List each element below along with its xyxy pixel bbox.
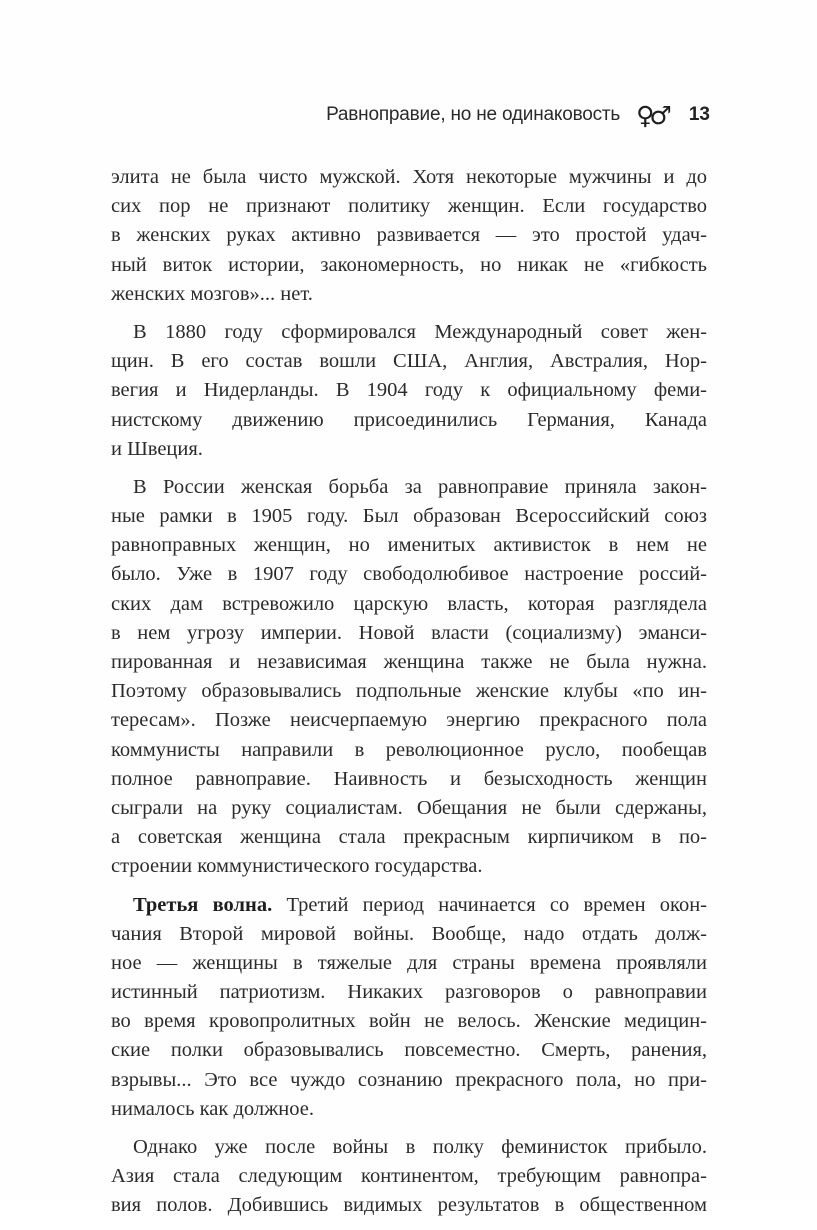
paragraph-2 xyxy=(111,318,707,464)
text-line: ное — женщины в тяжелые для страны времена проявляли xyxy=(111,951,707,974)
text-line: ские полки образовывались повсеместно. Смерть, ранения, xyxy=(111,1039,707,1062)
text-line: пированная и независимая женщина также не была нужна. xyxy=(111,651,707,673)
text-line: нималось как должное. xyxy=(111,1097,314,1120)
text-line: строении коммунистического государства. xyxy=(111,855,483,878)
female-male-symbols-icon: ♀♂ xyxy=(636,100,667,130)
text-line: чания Второй мировой войны. Вообще, надо отдать долж- xyxy=(111,922,707,945)
text-line: в нем угрозу империи. Новой власти (социализму) эманси- xyxy=(111,621,707,644)
text-line: сих пор не признают политику женщин. Если государство xyxy=(111,195,707,218)
chapter-title: Равноправие, но не одинаковость xyxy=(326,104,621,125)
paragraph-3 xyxy=(111,473,707,882)
body-text xyxy=(111,163,707,1230)
text-line: истинный патриотизм. Никаких разговоров о равноправии xyxy=(111,981,707,1004)
text-line: женских мозгов»... нет. xyxy=(111,282,313,305)
text-line: элита не была чисто мужской. Хотя некоторые мужчины и до xyxy=(111,166,707,188)
text-line xyxy=(111,891,707,920)
text-line: вия полов. Добившись видимых результатов в общественном xyxy=(111,1194,707,1217)
paragraph-5 xyxy=(111,1133,707,1221)
text-line: ный виток истории, закономерность, но никак не «гибкость xyxy=(111,253,707,276)
text-line: равноправных женщин, но именитых активисток в нем не xyxy=(111,534,707,557)
text-line: ских дам встревожило царскую власть, которая разглядела xyxy=(111,592,707,615)
text-line: Поэтому образовывались подпольные женские клубы «по ин- xyxy=(111,680,707,703)
paragraph-1 xyxy=(111,163,707,309)
text-line: полное равноправие. Наивность и безысходность женщин xyxy=(111,767,707,790)
text-line: было. Уже в 1907 году свободолюбивое настроение россий- xyxy=(111,563,707,586)
section-lead-bold: Третья волна. xyxy=(133,893,273,916)
text-line: взрывы... Это все чуждо сознанию прекрасного пола, но при- xyxy=(111,1068,707,1091)
text-line: в женских руках активно развивается — это простой удач- xyxy=(111,224,707,247)
text-line-rest: Третий период начинается со времен окон- xyxy=(272,893,707,916)
text-line: тересам». Позже неисчерпаемую энергию прекрасного пола xyxy=(111,709,707,732)
text-line: В России женская борьба за равноправие приняла закон- xyxy=(133,475,707,498)
paragraph-4 xyxy=(111,891,707,1125)
running-head xyxy=(300,98,710,132)
text-line: и Швеция. xyxy=(111,437,203,460)
text-line: Азия стала следующим континентом, требующим равнопра- xyxy=(111,1165,707,1188)
text-line: щин. В его состав вошли США, Англия, Австралия, Нор- xyxy=(111,350,707,373)
text-line: сыграли на руку социалистам. Обещания не были сдержаны, xyxy=(111,796,707,819)
text-line: коммунисты направили в революционное русло, пообещав xyxy=(111,738,707,761)
text-line: во время кровопролитных войн не велось. Женские медицин- xyxy=(111,1010,707,1033)
text-line: ные рамки в 1905 году. Был образован Всероссийский союз xyxy=(111,505,707,528)
text-line: В 1880 году сформировался Международный совет жен- xyxy=(133,320,707,343)
text-line: а советская женщина стала прекрасным кирпичиком в по- xyxy=(111,826,707,849)
page-number: 13 xyxy=(688,104,710,125)
text-line: Однако уже после войны в полку феминисток прибыло. xyxy=(133,1136,707,1158)
text-line: нистскому движению присоединились Германия, Канада xyxy=(111,408,707,431)
text-line: вегия и Нидерланды. В 1904 году к официальному феми- xyxy=(111,379,707,402)
